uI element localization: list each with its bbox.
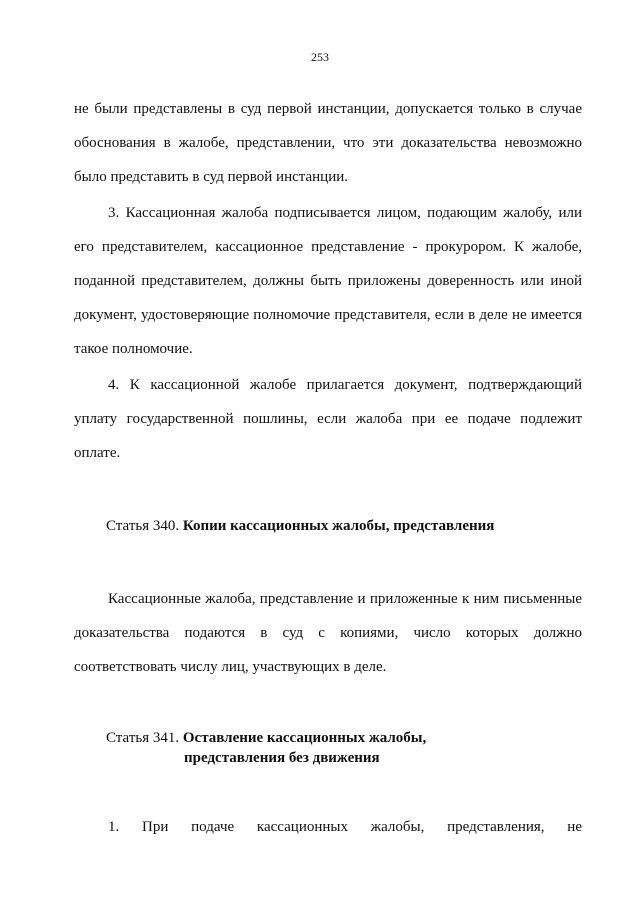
paragraph-item-4: 4. К кассационной жалобе прилагается документ, подтверждающий уплату государственной пошлины, если жалоба при ее подаче подлежит оплате. bbox=[74, 377, 582, 461]
article-341-heading bbox=[106, 728, 596, 768]
article-341-title-line1: Оставление кассационных жалобы, bbox=[182, 730, 427, 746]
article-341-number: Статья 341. bbox=[106, 730, 180, 746]
paragraph-evidence-continuation: не были представлены в суд первой инстанции, допускается только в случае обоснования в жалобе, представлении, что эти доказательства невозможно было представить в суд первой инстанции. bbox=[74, 101, 582, 185]
article-341-title-line2: представления без движения bbox=[184, 750, 380, 766]
article-340-number: Статья 340. bbox=[106, 518, 180, 534]
article-340-heading bbox=[106, 516, 596, 536]
paragraph-article-341-item-1: 1. При подаче кассационных жалобы, представления, не bbox=[108, 819, 582, 835]
article-340-title: Копии кассационных жалобы, представления bbox=[182, 518, 495, 534]
paragraph-item-3: 3. Кассационная жалоба подписывается лицом, подающим жалобу, или его представителем, кассационное представление - прокурором. К жалобе, поданной представителем, должны быть приложены доверенность или иной документ, удостоверяющие полномочие представителя, если в деле не имеется такое полномочие. bbox=[74, 205, 582, 357]
page-number: 253 bbox=[311, 50, 329, 64]
paragraph-article-340: Кассационные жалоба, представление и приложенные к ним письменные доказательства подаются в суд с копиями, число которых должно соответствовать числу лиц, участвующих в деле. bbox=[74, 591, 582, 675]
